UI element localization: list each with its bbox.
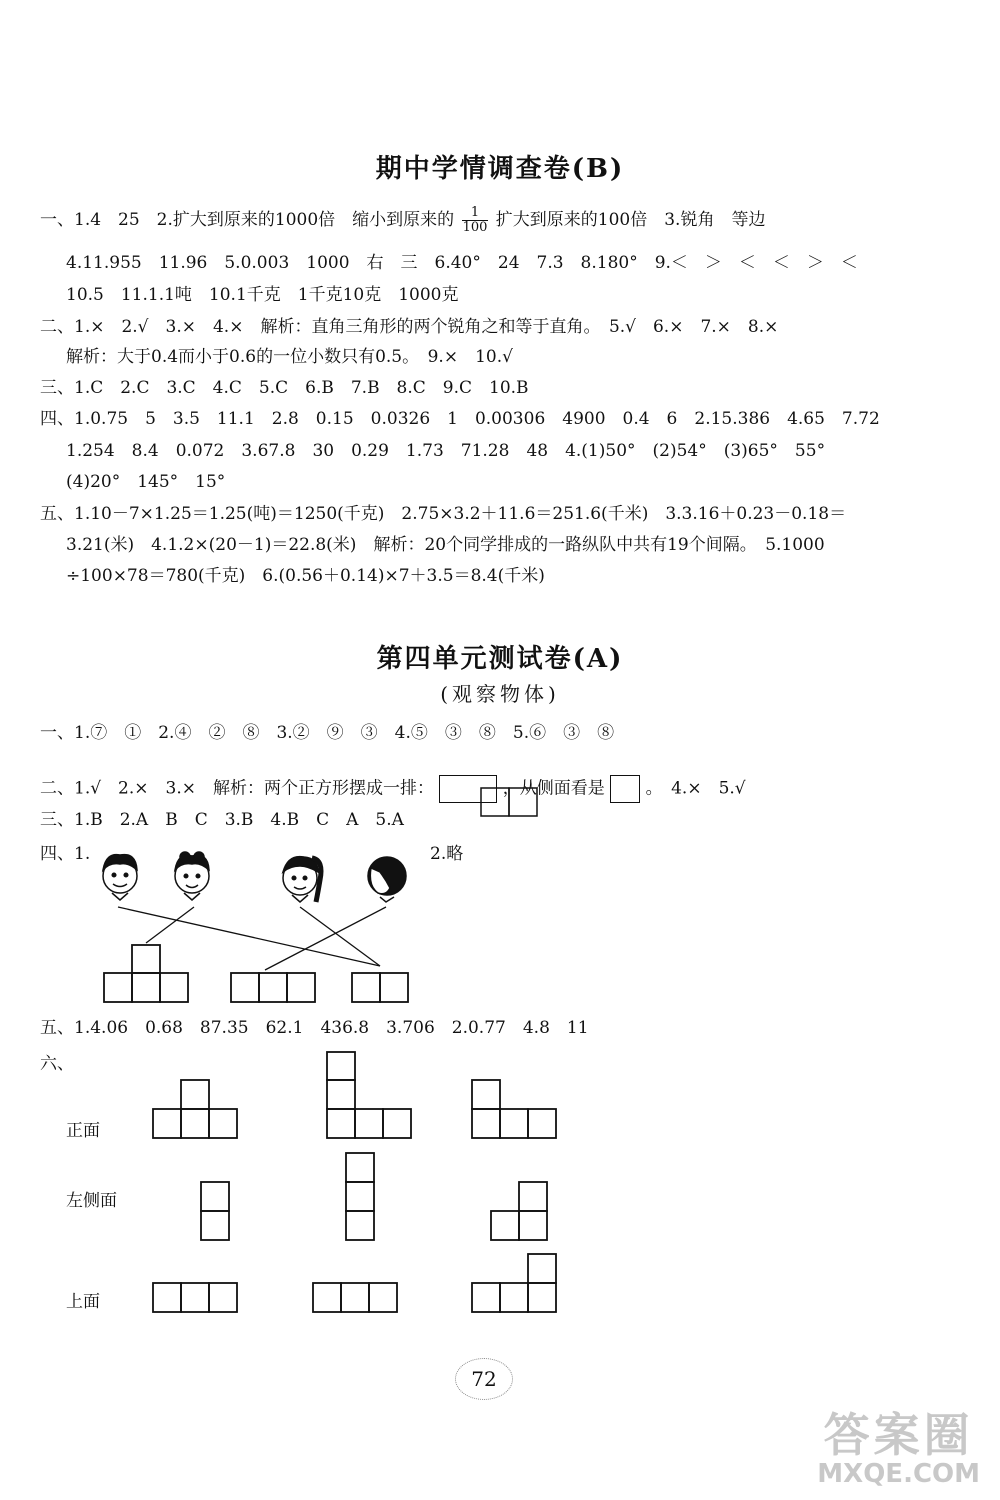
left-view-1 (201, 1182, 229, 1240)
page-number: 72 (455, 1358, 513, 1400)
answer-line: 4.11.955 11.96 5.0.003 1000 右 三 6.40° 24 7.3 8.180° 9.＜ ＞ ＜ ＜ ＞ ＜ (66, 253, 858, 273)
answer-line: 3.21(米) 4.1.2×(20－1)＝22.8(米) 解析：20个同学排成的一路纵队中共有19个间隔。 5.1000 (66, 535, 825, 555)
fraction-numerator: 1 (462, 206, 489, 221)
answer-line: (4)20° 145° 15° (66, 472, 226, 492)
view-label-left: 左侧面 (66, 1191, 117, 1211)
answer-line: ÷100×78＝780(千克) 6.(0.56＋0.14)×7＋3.5＝8.4(千米) (66, 566, 545, 586)
answer-line: 五、1.4.06 0.68 87.35 62.1 436.8 3.706 2.0.77 4.8 11 (40, 1018, 589, 1038)
watermark-line1: 答案圈 (823, 1408, 974, 1462)
answer-line: 1.254 8.4 0.072 3.67.8 30 0.29 1.73 71.28 48 4.(1)50° (2)54° (3)65° 55° (66, 441, 826, 461)
front-view-1 (153, 1080, 237, 1138)
shape-b (231, 973, 315, 1002)
child-face-2 (175, 852, 209, 900)
answer-line: 二、1.× 2.√ 3.× 4.× 解析：直角三角形的两个锐角之和等于直角。 5.√ 6.× 7.× 8.× (40, 317, 779, 337)
answer-line: 四、1. (40, 844, 91, 864)
front-view-2 (327, 1052, 411, 1138)
answer-text: 。 4.× 5.√ (645, 778, 746, 799)
section-title-midterm-b: 期中学情调查卷(B) (375, 154, 625, 184)
left-view-3 (491, 1182, 547, 1240)
child-face-3 (283, 857, 321, 902)
view-label-top: 上面 (66, 1292, 100, 1312)
front-view-3 (472, 1080, 556, 1138)
answer-line: 四、1.0.75 5 3.5 11.1 2.8 0.15 0.0326 1 0.00306 4900 0.4 6 2.15.386 4.65 7.72 (40, 409, 880, 429)
view-label-front: 正面 (66, 1121, 100, 1141)
answer-line: 解析：大于0.4而小于0.6的一位小数只有0.5。 9.× 10.√ (66, 347, 513, 367)
top-view-3 (472, 1254, 556, 1312)
answer-line: 10.5 11.1.1吨 10.1千克 1千克10克 1000克 (66, 285, 459, 305)
answer-line: 五、1.10－7×1.25＝1.25(吨)＝1250(千克) 2.75×3.2＋11.6＝251.6(千米) 3.3.16＋0.23－0.18＝ (40, 504, 847, 524)
top-view-1 (153, 1283, 237, 1312)
answer-line: 三、1.C 2.C 3.C 4.C 5.C 6.B 7.B 8.C 9.C 10.B (40, 378, 529, 398)
shape-c (352, 973, 408, 1002)
left-view-2 (346, 1153, 374, 1240)
answer-text: 二、1.√ 2.× 3.× 解析：两个正方形摆成一排： (40, 778, 434, 799)
child-face-1 (103, 855, 137, 900)
answer-text: 一、1.4 25 2.扩大到原来的1000倍 缩小到原来的 (40, 210, 455, 230)
watermark (817, 1410, 980, 1488)
answer-text: ，从侧面看是 (502, 778, 605, 799)
shape-a (104, 945, 188, 1002)
answer-text: 扩大到原来的100倍 3.锐角 等边 (495, 210, 766, 230)
top-view-2 (313, 1283, 397, 1312)
fraction-denominator: 100 (462, 220, 488, 235)
answer-line: 一、1.⑦ ① 2.④ ② ⑧ 3.② ⑨ ③ 4.⑤ ③ ⑧ 5.⑥ ③ ⑧ (40, 723, 615, 743)
answer-line: 2.略 (430, 844, 464, 864)
matching-lines (118, 907, 386, 970)
watermark-line2: MXQE.COM (817, 1459, 980, 1489)
section-subtitle: (观察物体) (440, 682, 560, 706)
two-cubes-row-figure (481, 788, 537, 816)
child-face-4 (368, 857, 406, 902)
section-title-unit4-a: 第四单元测试卷(A) (376, 644, 624, 674)
answer-line: 三、1.B 2.A B C 3.B 4.B C A 5.A (40, 810, 404, 830)
answer-line: 六、 (40, 1054, 74, 1074)
